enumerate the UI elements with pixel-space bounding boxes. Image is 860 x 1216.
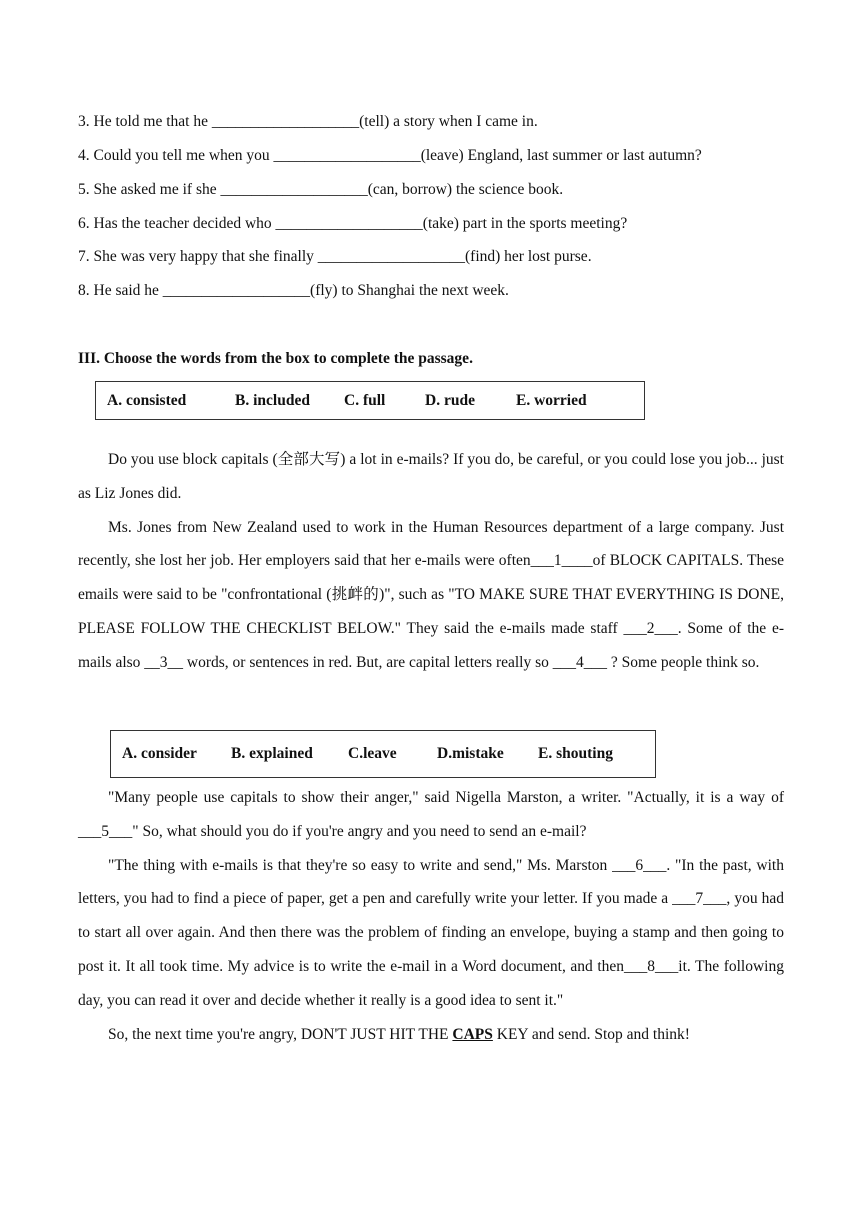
word-option: B. explained	[231, 745, 313, 762]
word-box-2	[110, 730, 656, 778]
word-option: C.leave	[348, 745, 397, 762]
word-option: A. consider	[122, 745, 197, 762]
paragraph-5	[78, 1018, 784, 1052]
word-option: D.mistake	[437, 745, 504, 762]
word-box-1	[95, 381, 645, 420]
question-4: 4. Could you tell me when you ___________________(leave) England, last summer or last autumn?	[78, 147, 702, 164]
paragraph-1: Do you use block capitals (全部大写) a lot in e-mails? If you do, be careful, or you could lose you job... just as Liz Jones did.	[78, 451, 784, 502]
paragraph-5-text-start: So, the next time you're angry, DON'T JUST HIT THE	[108, 1025, 453, 1043]
word-option: D. rude	[425, 391, 475, 409]
word-option: B. included	[235, 391, 310, 409]
word-option: A. consisted	[107, 391, 187, 409]
paragraph-3: "Many people use capitals to show their anger," said Nigella Marston, a writer. "Actually, it is a way of ___5___" So, what should you do if you're angry and you need to send an e-mail?	[78, 789, 784, 840]
question-7: 7. She was very happy that she finally ___________________(find) her lost purse.	[78, 248, 592, 265]
paragraph-4: "The thing with e-mails is that they're so easy to write and send," Ms. Marston ___6___. "In the past, with letters, you had to find a piece of paper, get a pen and carefully write your letter. If you made a ___7___, you had to start all over again. And then there was the problem of finding an envelope, buying a stamp and then going to post it. It all took time. My advice is to write the e-mail in a Word document, and then___8___it. The following day, you can read it over and decide whether it really is a good idea to sent it."	[78, 856, 784, 1009]
question-3: 3. He told me that he ___________________(tell) a story when I came in.	[78, 113, 538, 130]
word-option: C. full	[344, 391, 386, 409]
passage-part-1	[78, 443, 784, 680]
question-5: 5. She asked me if she ___________________(can, borrow) the science book.	[78, 181, 564, 198]
question-8: 8. He said he ___________________(fly) to Shanghai the next week.	[78, 282, 509, 299]
paragraph-2: Ms. Jones from New Zealand used to work in the Human Resources department of a large company. Just recently, she lost her job. Her employers said that her e-mails were often___1____of BLOCK CAPITALS. These emails were said to be "confrontational (挑衅的)", such as "TO MAKE SURE THAT EVERYTHING IS DONE, PLEASE FOLLOW THE CHECKLIST BELOW." They said the e-mails made staff ___2___. Some of the e-mails also __3__ words, or sentences in red. But, are capital letters really so ___4___ ? Some people think so.	[78, 518, 784, 671]
paragraph-5-text-end: KEY and send. Stop and think!	[492, 1025, 690, 1043]
word-option: E. worried	[516, 391, 587, 409]
caps-keyword: CAPS	[452, 1025, 493, 1043]
section-3-heading: III. Choose the words from the box to complete the passage.	[78, 350, 473, 367]
word-option: E. shouting	[538, 745, 613, 762]
question-6: 6. Has the teacher decided who ___________________(take) part in the sports meeting?	[78, 215, 628, 232]
passage-part-2	[78, 781, 784, 1051]
